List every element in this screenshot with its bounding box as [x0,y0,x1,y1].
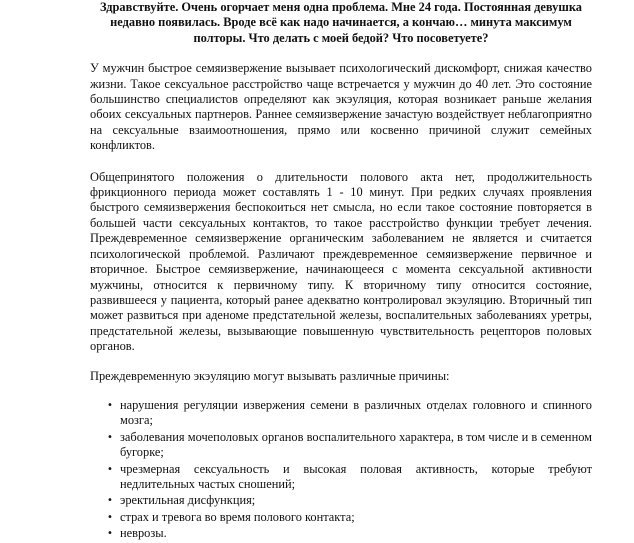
bullet-icon: • [107,495,113,507]
list-item [90,526,592,541]
question-text: Здравствуйте. Очень огорчает меня одна проблема. Мне 24 года. Постоянная девушка недавно появилась. Вроде всё как надо начинается, а кончаю… минута максимум полторы. Что делать с моей бедой? Что посоветуете? [100,0,582,45]
causes-list [90,398,592,542]
list-item [90,398,592,429]
list-item [90,462,592,493]
list-item-text: неврозы. [120,526,167,541]
bullet-icon: • [107,463,113,475]
list-item-text: страх и тревога во время полового контакта; [120,509,355,524]
list-item [90,430,592,461]
list-item [90,510,592,525]
paragraph-2: Общепринятого положения о длительности полового акта нет, продолжительность фрикционного периода может составлять 1 - 10 минут. При редких случаях проявления быстрого семяизвержения беспокоиться нет смысла, но если такое состояние повторяется в большей части сексуальных контактов, то такое расстройство функции требует лечения. Преждевременное семяизвержение органическим заболеванием не является и считается психологической проблемой. Различают преждевременное семяизвержение первичное и вторичное. Быстрое семяизвержение, начинающееся с момента сексуальной активности мужчины, относится к первичному типу. К вторичному типу относится состояние, развившееся у пациента, который ранее адекватно контролировал экэуляцию. Вторичный тип может развиться при аденоме предстательной железы, воспалительных заболеваниях уретры, предстательной железы, вызывающие повышенную чувствительность рецепторов половых органов. [90,169,592,354]
document-page [90,0,592,543]
list-item-text: нарушения регуляции извержения семени в различных отделах головного и спинного мозга; [120,397,592,428]
list-item [90,493,592,508]
bullet-icon: • [107,528,113,540]
bullet-icon: • [107,431,113,443]
bullet-icon: • [107,511,113,523]
bullet-icon: • [107,399,113,411]
paragraph-1: У мужчин быстрое семяизвержение вызывает психологический дискомфорт, снижая качество жизни. Такое сексуальное расстройство чаще встречается у мужчин до 40 лет. Это состояние большинство специалистов определяют как экэуляция, которая возникает раньше желания обоих сексуальных партнеров. Раннее семяизвержение зачастую воздействует неблагоприятно на сексуальные взаимоотношения, прямо или косвенно причиной служит семейных конфликтов. [90,61,592,153]
list-item-text: заболевания мочеполовых органов воспалительного характера, в том числе и в семенном бугорке; [120,429,592,460]
list-item-text: чрезмерная сексуальность и высокая половая активность, которые требуют недлительных частых сношений; [120,461,592,491]
list-item-text: эректильная дисфункция; [120,493,256,508]
paragraph-3: Преждевременную экэуляцию могут вызывать различные причины: [90,368,450,383]
